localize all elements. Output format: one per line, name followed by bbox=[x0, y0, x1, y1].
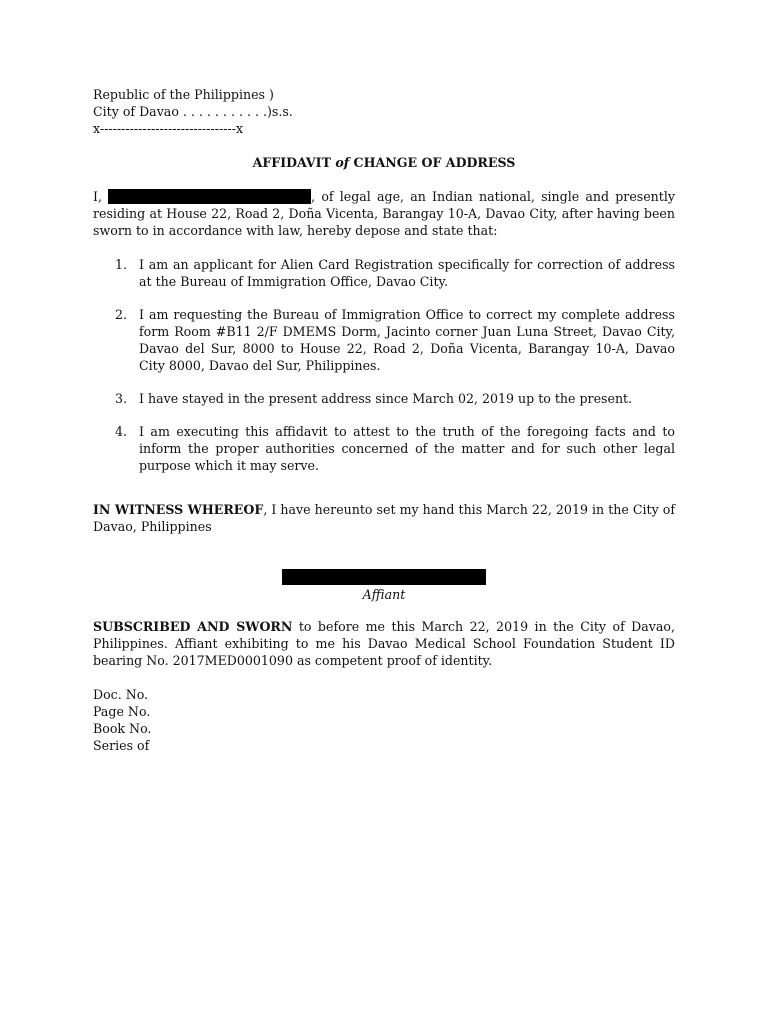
fact-text: I have stayed in the present address since March 02, 2019 up to the present. bbox=[139, 391, 633, 406]
title-part-change-of-address: CHANGE OF ADDRESS bbox=[349, 155, 516, 170]
fact-item bbox=[93, 423, 675, 474]
fact-text: I am requesting the Bureau of Immigration Office to correct my complete address form Room #B11 2/F DMEMS Dorm, Jacinto corner Juan Luna Street, Davao City, Davao del Sur, 8000 to House 22, Road 2, Doña Vicenta, Barangay 10-A, Davao City 8000, Davao del Sur, Philippines. bbox=[139, 307, 675, 373]
intro-prefix: I, bbox=[93, 189, 109, 204]
page-number-label: Page No. bbox=[93, 704, 151, 719]
venue-republic: Republic of the Philippines ) bbox=[93, 87, 274, 102]
witness-paragraph bbox=[93, 501, 675, 535]
subscribed-paragraph bbox=[93, 618, 675, 669]
witness-lead: IN WITNESS WHEREOF bbox=[93, 502, 264, 517]
doc-number-label: Doc. No. bbox=[93, 687, 149, 702]
title-part-of: of bbox=[335, 155, 350, 170]
fact-number: 4. bbox=[115, 424, 128, 439]
venue-block bbox=[93, 86, 393, 137]
fact-item bbox=[93, 390, 675, 407]
facts-list bbox=[93, 256, 675, 490]
affiant-label: Affiant bbox=[362, 587, 406, 602]
subscribed-lead: SUBSCRIBED AND SWORN bbox=[93, 619, 293, 634]
intro-paragraph bbox=[93, 188, 675, 239]
fact-text: I am executing this affidavit to attest to the truth of the foregoing facts and to inform the proper authorities concerned of the matter and for such other legal purpose which it may serve. bbox=[139, 424, 675, 473]
subscribed-text: to before me this March 22, 2019 in the City of Davao, Philippines. Affiant exhibiting to me his Davao Medical School Foundation Student ID bearing No. 2017MED0001090 as competent proof of identity. bbox=[93, 619, 675, 668]
affiant-signature-block bbox=[282, 569, 486, 603]
title-part-affidavit: AFFIDAVIT bbox=[252, 155, 336, 170]
fact-number: 3. bbox=[115, 391, 128, 406]
notarial-register-block bbox=[93, 686, 293, 754]
document-title bbox=[0, 154, 768, 171]
witness-text: , I have hereunto set my hand this March 22, 2019 in the City of Davao, Philippines bbox=[93, 502, 675, 534]
fact-text: I am an applicant for Alien Card Registration specifically for correction of address at the Bureau of Immigration Office, Davao City. bbox=[139, 257, 675, 289]
redacted-signature-bar bbox=[282, 569, 486, 585]
venue-separator: x--------------------------------x bbox=[93, 121, 244, 136]
fact-number: 1. bbox=[115, 257, 128, 272]
fact-number: 2. bbox=[115, 307, 128, 322]
redacted-name-bar bbox=[108, 189, 311, 204]
venue-city: City of Davao . . . . . . . . . . .)s.s. bbox=[93, 104, 293, 119]
intro-text: , of legal age, an Indian national, single and presently residing at House 22, Road 2, Doña Vicenta, Barangay 10-A, Davao City, after having been sworn to in accordance with law, hereby depose and state that: bbox=[93, 189, 675, 238]
fact-item bbox=[93, 256, 675, 290]
series-label: Series of bbox=[93, 738, 150, 753]
fact-item bbox=[93, 306, 675, 374]
book-number-label: Book No. bbox=[93, 721, 152, 736]
